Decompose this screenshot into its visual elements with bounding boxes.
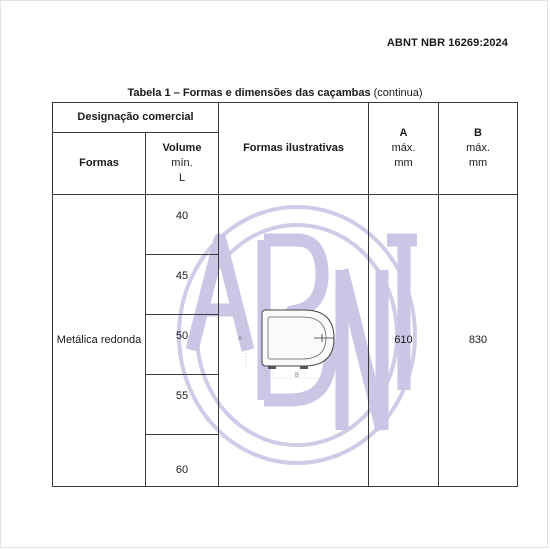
caption-continuation: (continua) — [373, 87, 423, 99]
volume-cell-40: 40 — [146, 195, 219, 255]
volume-cell-60: 60 — [146, 435, 219, 487]
drawing-label-a: A — [237, 335, 242, 342]
designation-header: Designação comercial — [53, 103, 219, 133]
volume-header-min: mín. — [171, 157, 193, 169]
volume-cell-50: 50 — [146, 315, 219, 375]
drawing-cell — [219, 195, 369, 487]
a-header-unit: mm — [394, 157, 413, 169]
dimensions-table — [52, 102, 518, 487]
volume-header-label: Volume — [162, 142, 202, 154]
a-header-max: máx. — [391, 142, 416, 154]
a-header — [369, 103, 439, 195]
volume-header — [146, 133, 219, 195]
volume-cell-45: 45 — [146, 255, 219, 315]
b-header-unit: mm — [468, 157, 488, 169]
formas-header: Formas — [53, 133, 146, 195]
table-caption — [0, 87, 550, 99]
round-container-drawing — [234, 296, 354, 386]
caption-title: Tabela 1 – Formas e dimensões das caçambas — [127, 87, 371, 99]
a-header-label: A — [399, 127, 408, 139]
drawing-label-b: B — [294, 372, 299, 379]
b-header-max: máx. — [466, 142, 490, 154]
shapes-header: Formas ilustrativas — [219, 103, 369, 195]
b-header — [439, 103, 518, 195]
b-value-cell: 830 — [439, 195, 518, 487]
document-code: ABNT NBR 16269:2024 — [386, 37, 508, 49]
b-header-label: B — [474, 127, 482, 139]
a-value-cell: 610 — [369, 195, 439, 487]
volume-cell-55: 55 — [146, 375, 219, 435]
forma-cell: Metálica redonda — [53, 195, 146, 487]
volume-header-unit: L — [178, 172, 186, 184]
